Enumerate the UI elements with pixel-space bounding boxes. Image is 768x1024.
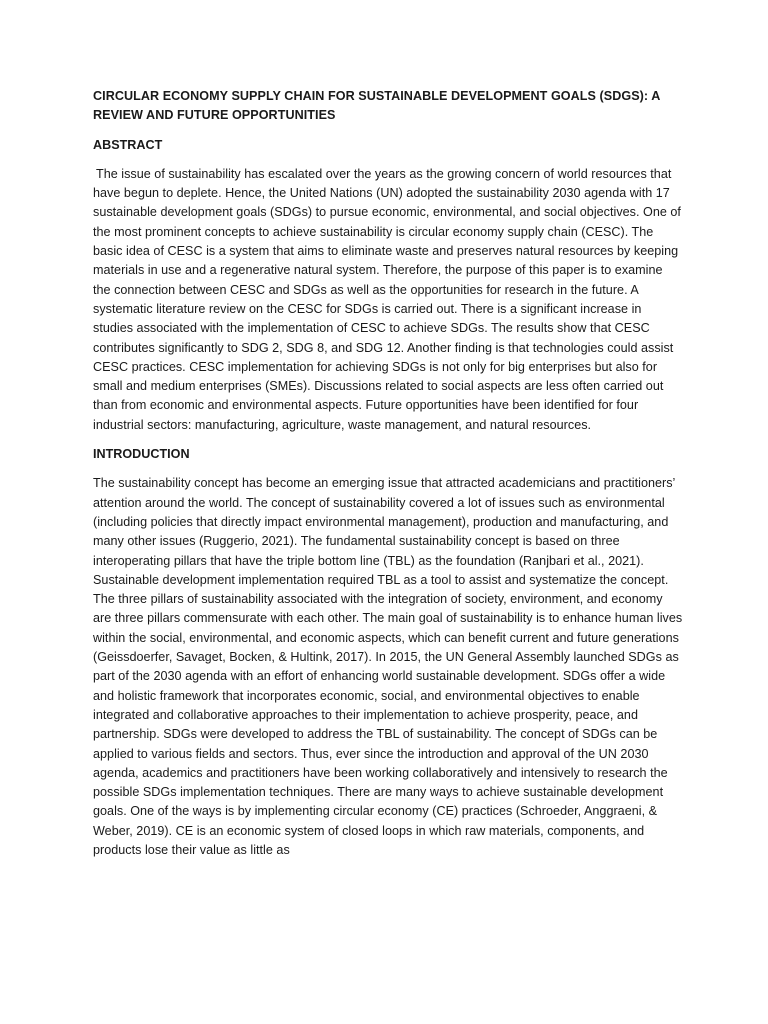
paper-title: CIRCULAR ECONOMY SUPPLY CHAIN FOR SUSTAINABLE DEVELOPMENT GOALS (SDGS): A REVIEW AND FUTURE OPPORTUNITIES: [93, 89, 660, 123]
abstract-heading: ABSTRACT: [93, 137, 163, 152]
introduction-heading: INTRODUCTION: [93, 447, 190, 462]
document-page: [93, 87, 683, 870]
introduction-paragraph: The sustainability concept has become an emerging issue that attracted academicians and practitioners’ attention around the world. The concept of sustainability covered a lot of issues such as environmental (including policies that directly impact environmental management), production and manufacturing, and many other issues (Ruggerio, 2021). The fundamental sustainability concept is based on three interoperating pillars that have the triple bottom line (TBL) as the foundation (Ranjbari et al., 2021). Sustainable development implementation required TBL as a tool to assist and systematize the concept. The three pillars of sustainability associated with the integration of society, environment, and economy are three pillars commensurate with each other. The main goal of sustainability is to enhance human lives within the social, environmental, and economic aspects, which can benefit current and future generations (Geissdoerfer, Savaget, Bocken, & Hultink, 2017). In 2015, the UN General Assembly launched SDGs as part of the 2030 agenda with an effort of enhancing world sustainable development. SDGs offer a wide and holistic framework that incorporates economic, social, and environmental objectives to enable integrated and collaborative approaches to their implementation to achieve prosperity, peace, and partnership. SDGs were developed to address the TBL of sustainability. The concept of SDGs can be applied to various fields and sectors. Thus, ever since the introduction and approval of the UN 2030 agenda, academics and practitioners have been working collaboratively and intensively to research the possible SDGs implementation techniques. There are many ways to achieve sustainable development goals. One of the ways is by implementing circular economy (CE) practices (Schroeder, Anggraeni, & Weber, 2019). CE is an economic system of closed loops in which raw materials, components, and products lose their value as little as: [93, 476, 683, 857]
abstract-paragraph: The issue of sustainability has escalated over the years as the growing concern of world resources that have begun to deplete. Hence, the United Nations (UN) adopted the sustainability 2030 agenda with 17 sustainable development goals (SDGs) to pursue economic, environmental, and social objectives. One of the most prominent concepts to achieve sustainability is circular economy supply chain (CESC). The basic idea of CESC is a system that aims to eliminate waste and preserves natural resources by keeping materials in use and a regenerative natural system. Therefore, the purpose of this paper is to examine the connection between CESC and SDGs as well as the opportunities for research in the future. A systematic literature review on the CESC for SDGs is carried out. There is a significant increase in studies associated with the implementation of CESC to achieve SDGs. The results show that CESC contributes significantly to SDG 2, SDG 8, and SDG 12. Another finding is that technologies could assist CESC practices. CESC implementation for achieving SDGs is not only for big enterprises but also for small and medium enterprises (SMEs). Discussions related to social aspects are less often carried out than from economic and environmental aspects. Future opportunities have been identified for four industrial sectors: manufacturing, agriculture, waste management, and natural resources.: [93, 166, 681, 432]
